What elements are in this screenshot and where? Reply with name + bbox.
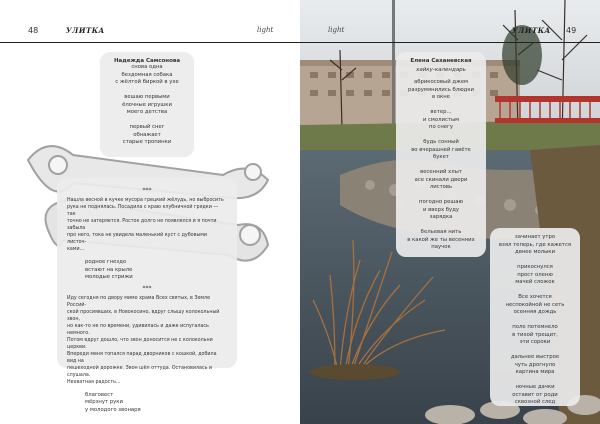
- text-line: листовь: [429, 184, 453, 190]
- running-subtitle: light: [257, 26, 274, 34]
- text-line: Потом вдруг дошло, что звон доносится не с колокольни церкви.: [67, 337, 213, 350]
- text-line: благовест: [85, 391, 114, 398]
- text-line: рука не поднялась. Посадила с краю клубничной грядки — так: [67, 205, 219, 217]
- text-line: по снегу: [429, 124, 453, 130]
- text-line: Все хочется: [518, 294, 552, 300]
- haiku: [67, 259, 227, 282]
- text-line: Нехватная радость...: [67, 379, 121, 385]
- text-line: во вчерашней гавёте: [411, 146, 471, 153]
- running-title: УЛИТКА: [66, 26, 105, 35]
- text-line: букет: [433, 154, 449, 160]
- text-line: мачей сложок: [515, 279, 555, 285]
- text-line: родное гнездо: [85, 259, 127, 265]
- text-line: сквозной след: [514, 399, 556, 405]
- text-line: весенний хлыт: [420, 169, 462, 175]
- form-title: хайку-календарь: [416, 67, 466, 73]
- text-line: старые тропинки: [122, 139, 172, 145]
- text-line: зарядка: [429, 214, 453, 220]
- text-line: ночные дачки: [515, 384, 555, 390]
- poem-block-right-2: [490, 228, 580, 406]
- text-line: [396, 162, 486, 170]
- text-line: дальнее выстрое: [510, 354, 560, 360]
- text-line: будь сонный: [423, 139, 459, 145]
- text-line: взял теперь, где кажется: [498, 241, 572, 248]
- haiku: [67, 392, 227, 415]
- text-line: картина мира: [515, 369, 555, 375]
- text-line: в какой же ты весенних: [407, 236, 475, 243]
- text-line: [396, 192, 486, 200]
- text-line: [490, 377, 580, 385]
- prose-paragraph: [67, 295, 227, 386]
- right-page: [300, 0, 600, 424]
- text-line: [100, 117, 194, 125]
- text-line: [396, 102, 486, 110]
- text-line: пешеходной дорожке. Звон шёл оттуда. Остановилась и слушала.: [67, 365, 213, 378]
- running-title: УЛИТКА: [512, 26, 551, 35]
- page-number: 49: [566, 26, 577, 35]
- text-line: первый снег: [129, 124, 165, 130]
- text-line: и смолистым: [422, 116, 460, 123]
- text-line: разрумянились блюдки: [408, 86, 474, 93]
- text-line: бездомная собака: [121, 71, 173, 78]
- text-line: [490, 287, 580, 295]
- text-line: ками...: [67, 247, 85, 252]
- text-line: снова одна: [131, 64, 163, 70]
- text-line: но как-то не по времени, удивилась и даже испугалась немного.: [67, 323, 209, 336]
- text-line: молодые стрижи: [85, 274, 133, 280]
- text-line: прост оленю: [517, 271, 553, 278]
- left-header: [0, 20, 300, 43]
- text-line: встают на крыле: [85, 266, 133, 273]
- text-line: в окне: [432, 94, 450, 100]
- text-line: вешаю первыми: [124, 94, 170, 100]
- text-line: зачинает утро: [514, 234, 556, 240]
- prose-paragraph: [67, 197, 227, 253]
- text-line: чуть дрогнуло: [514, 361, 556, 368]
- text-line: погодно решаю: [419, 199, 463, 205]
- text-line: с жёлтой биркой в ухе: [115, 79, 179, 85]
- right-header: [300, 20, 600, 43]
- text-line: Впереди меня топался парад дворников с кошкой, добила вид на: [67, 351, 217, 364]
- text-line: [490, 347, 580, 355]
- text-line: неспокойной не сеть: [505, 301, 565, 308]
- text-line: прикоснулся: [517, 264, 553, 270]
- text-line: двнее молыки: [515, 249, 555, 255]
- text-line: [396, 132, 486, 140]
- text-line: паучок: [431, 244, 451, 250]
- text-line: [100, 87, 194, 95]
- text-line: эти сороки: [519, 339, 551, 345]
- author-name: Надежда Самсонова: [113, 58, 181, 64]
- prose-block: [57, 178, 237, 413]
- text-line: и вверх буду: [422, 206, 459, 213]
- text-line: осенняя дождь: [513, 309, 557, 315]
- text-line: [490, 317, 580, 325]
- poem-block-right-1: [396, 52, 486, 257]
- page-number: 48: [28, 26, 39, 35]
- text-line: моего детства: [126, 109, 168, 115]
- text-line: [490, 257, 580, 265]
- text-line: у молодого звонаря: [85, 406, 141, 413]
- text-line: [396, 222, 486, 230]
- text-line: асе скинали двери: [414, 176, 468, 183]
- section-stars: ***: [142, 284, 152, 292]
- text-line: ветер...: [430, 109, 452, 115]
- running-subtitle: light: [328, 26, 345, 34]
- text-line: ской просиявших, в Новокосино, вдруг слышу колокольный звон,: [67, 309, 220, 322]
- poem-lines: [490, 234, 580, 407]
- poem-lines: [100, 64, 194, 147]
- text-line: абрикосовый джем: [413, 79, 469, 85]
- text-line: Иду сегодня по двору мимо храма Всех святых, в Земле Россий-: [67, 295, 211, 308]
- poem-lines: [396, 79, 486, 252]
- section-stars: ***: [142, 187, 152, 194]
- text-line: точно не затеряется. Росток долго не появлялся и я почти забыла: [67, 219, 217, 231]
- text-line: в тихой трещит,: [512, 331, 558, 338]
- text-line: оставит от роди: [512, 391, 558, 398]
- text-line: поле потемнело: [512, 324, 558, 330]
- text-line: про него, тока не увидела маленький куст с дубовыми листоч-: [67, 233, 207, 245]
- author-name: Елена Саханевская: [410, 58, 472, 64]
- text-line: бельевая нить: [420, 229, 462, 235]
- text-line: обнажает: [133, 131, 161, 138]
- text-line: ёлочные игрушки: [122, 101, 172, 108]
- text-line: Нашла весной в кучке мусора грецкий жёлудь, но выбросить: [67, 198, 224, 203]
- text-line: мёрзнут руки: [85, 399, 123, 405]
- poem-block-top: [100, 52, 194, 157]
